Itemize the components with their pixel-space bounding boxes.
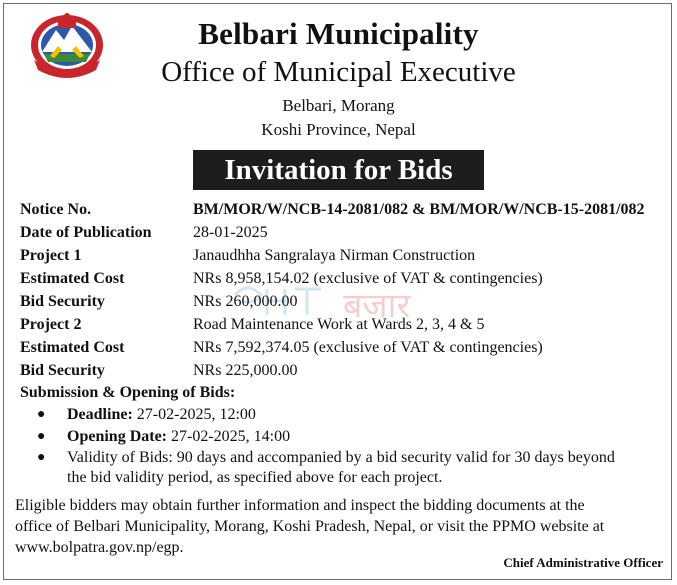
office-subtitle: Office of Municipal Executive [161,56,516,88]
detail-label: Estimated Cost [20,270,125,287]
detail-label: Bid Security [20,293,105,310]
municipality-title: Belbari Municipality [198,16,479,51]
detail-value: NRs 260,000.00 [193,293,298,310]
detail-value: 28-01-2025 [193,224,268,241]
submission-heading: Submission & Opening of Bids: [20,384,236,401]
detail-label: Project 1 [20,247,82,264]
validity-line-1: Validity of Bids: 90 days and accompanied by a bid security valid for 30 days beyond [67,449,615,466]
eligibility-line-1: Eligible bidders may obtain further information and inspect the bidding documents at the [15,497,585,514]
watermark-text: बजार [343,286,411,326]
detail-label: Estimated Cost [20,339,125,356]
validity-line-2: the bid validity period, as specified above for each project. [67,469,443,486]
eligibility-line-3: www.bolpatra.gov.np/egp. [15,539,184,556]
detail-value: Janaudhha Sangralaya Nirman Construction [193,247,476,264]
opening-value: 27-02-2025, 14:00 [171,428,291,445]
detail-value: NRs 8,958,154.02 (exclusive of VAT & contingencies) [193,270,543,287]
invitation-banner: Invitation for Bids [193,150,484,190]
eligibility-paragraph [15,495,665,558]
detail-label: Notice No. [20,201,92,218]
bullet-icon: ● [37,450,46,465]
detail-label: Bid Security [20,362,105,379]
bullet-icon: ● [37,407,46,422]
signatory-title: Chief Administrative Officer [503,555,663,570]
deadline-label: Deadline: [67,406,133,423]
eligibility-line-2: office of Belbari Municipality, Morang, Koshi Pradesh, Nepal, or visit the PPMO website at [15,518,605,535]
detail-label: Date of Publication [20,224,152,241]
deadline-value: 27-02-2025, 12:00 [136,406,256,423]
detail-value: NRs 225,000.00 [193,362,298,379]
detail-value: BM/MOR/W/NCB-14-2081/082 & BM/MOR/W/NCB-15-2081/082 [193,201,645,218]
detail-label: Project 2 [20,316,82,333]
opening-label: Opening Date: [67,428,167,445]
bullet-icon: ● [37,429,46,444]
address-line-1: Belbari, Morang [282,96,395,115]
detail-value: NRs 7,592,374.05 (exclusive of VAT & contingencies) [193,339,543,356]
detail-value: Road Maintenance Work at Wards 2, 3, 4 & 5 [193,316,485,333]
address-line-2: Koshi Province, Nepal [261,120,416,139]
